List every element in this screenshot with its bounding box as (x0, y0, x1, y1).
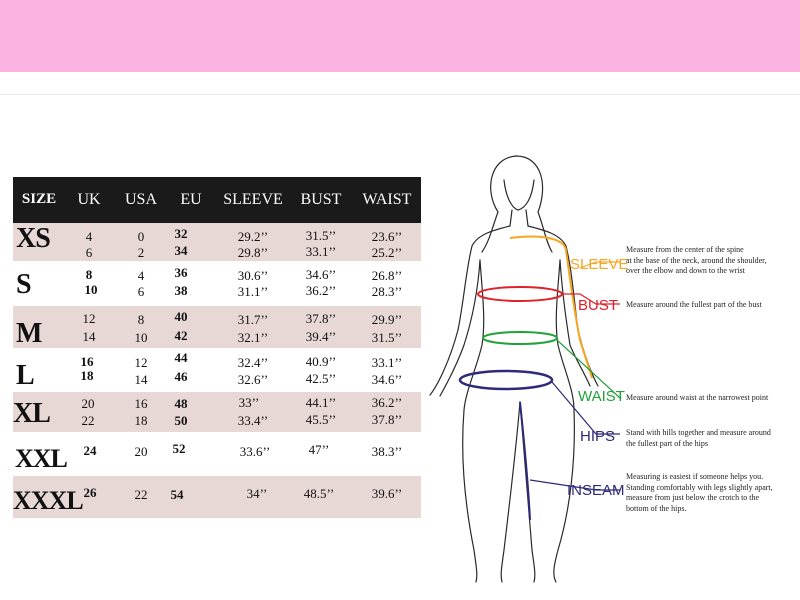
header-size: SIZE (21, 191, 57, 207)
header-eu: EU (180, 191, 202, 208)
cell-sleeve: 33’’ (238, 395, 260, 410)
cell-waist: 26.8’’ (371, 268, 403, 283)
cell-waist: 25.2’’ (371, 245, 403, 260)
description-line: at the base of the neck, around the shoulder, (626, 255, 767, 265)
cell-bust: 33.1’’ (305, 244, 337, 259)
sleeve-description (626, 245, 796, 277)
cell-eu: 32 (174, 226, 188, 241)
cell-eu: 44 (174, 350, 188, 365)
cell-waist: 31.5’’ (371, 330, 403, 345)
cell-usa: 18 (134, 413, 148, 428)
table-row (13, 392, 421, 432)
cell-usa: 4 (137, 268, 145, 283)
cell-uk: 16 (80, 354, 94, 369)
table-row (13, 263, 421, 303)
cell-uk: 8 (85, 267, 93, 282)
table-header (13, 177, 421, 223)
cell-uk: 14 (82, 329, 96, 344)
hips-label: HIPS (580, 428, 616, 445)
description-line: Measuring is easiest if someone helps you. (626, 472, 764, 481)
cell-uk: 22 (81, 413, 95, 428)
cell-sleeve: 29.8’’ (237, 245, 269, 260)
cell-bust: 42.5’’ (305, 371, 337, 386)
header-usa: USA (124, 191, 157, 208)
bust-description (626, 300, 796, 311)
cell-sleeve: 32.4’’ (237, 355, 269, 370)
cell-bust: 47’’ (308, 442, 330, 457)
cell-eu: 42 (174, 328, 188, 343)
cell-eu: 54 (170, 487, 184, 502)
cell-usa: 12 (134, 355, 148, 370)
size-label: XL (13, 398, 50, 429)
inseam-measure-line (520, 402, 530, 520)
cell-uk: 18 (80, 368, 94, 383)
table-row (13, 476, 421, 518)
cell-bust: 39.4’’ (305, 329, 337, 344)
cell-sleeve: 31.7’’ (237, 312, 269, 327)
cell-usa: 14 (134, 372, 148, 387)
waist-label: WAIST (578, 388, 625, 405)
size-label: M (16, 318, 42, 349)
description-line: Measure around the fullest part of the bust (626, 300, 762, 309)
size-label: S (16, 269, 31, 300)
cell-eu: 40 (174, 309, 188, 324)
cell-uk: 6 (85, 245, 93, 260)
cell-uk: 24 (83, 443, 97, 458)
waist-description (626, 393, 796, 404)
bust-label: BUST (578, 297, 619, 314)
cell-eu: 36 (174, 265, 188, 280)
cell-bust: 34.6’’ (305, 267, 337, 282)
cell-waist: 37.8’’ (371, 412, 403, 427)
cell-bust: 45.5’’ (305, 412, 337, 427)
size-label: XXL (15, 444, 67, 473)
divider (0, 94, 800, 95)
table-row (13, 223, 421, 261)
top-banner (0, 0, 800, 72)
cell-waist: 23.6’’ (371, 229, 403, 244)
cell-usa: 2 (137, 245, 145, 260)
cell-usa: 22 (134, 487, 148, 502)
table-row (13, 350, 421, 390)
size-label: XXXL (13, 486, 83, 515)
cell-eu: 34 (174, 243, 188, 258)
cell-sleeve: 33.6’’ (239, 444, 271, 459)
cell-usa: 0 (137, 229, 145, 244)
cell-eu: 52 (172, 441, 186, 456)
header-sleeve: SLEEVE (223, 191, 283, 208)
cell-bust: 44.1’’ (305, 395, 337, 410)
size-label: L (16, 360, 34, 391)
cell-uk: 12 (82, 311, 96, 326)
bust-measure-line (478, 287, 562, 301)
header-bust: BUST (300, 191, 342, 208)
hips-measure-line (460, 371, 552, 389)
cell-bust: 31.5’’ (305, 228, 337, 243)
cell-uk: 20 (81, 396, 95, 411)
waist-measure-line (483, 332, 557, 344)
description-line: over the elbow and down to the wrist (626, 266, 745, 275)
cell-sleeve: 32.6’’ (237, 372, 269, 387)
description-line: Stand with hills together and measure around (626, 428, 771, 437)
cell-sleeve: 34’’ (246, 486, 268, 501)
description-line: Measure around waist at the narrowest point (626, 393, 769, 402)
cell-usa: 16 (134, 396, 148, 411)
cell-usa: 8 (137, 312, 145, 327)
body-figure (420, 150, 620, 590)
description-line: Standing comfortably with legs slightly apart, (626, 482, 773, 492)
cell-usa: 10 (134, 330, 148, 345)
cell-bust: 36.2’’ (305, 283, 337, 298)
cell-uk: 4 (85, 229, 93, 244)
cell-waist: 34.6’’ (371, 372, 403, 387)
table-row (13, 306, 421, 348)
cell-eu: 48 (174, 396, 188, 411)
cell-bust: 40.9’’ (305, 354, 337, 369)
size-label: XS (16, 223, 50, 254)
sleeve-label: SLEEVE (570, 256, 629, 273)
cell-sleeve: 32.1’’ (237, 330, 269, 345)
cell-waist: 39.6’’ (371, 486, 403, 501)
description-line: measure from just below the crotch to the (626, 493, 760, 502)
inseam-description (626, 472, 796, 514)
inseam-label: INSEAM (567, 482, 625, 499)
cell-uk: 10 (84, 282, 98, 297)
description-line: Measure from the center of the spine (626, 245, 744, 254)
description-line: bottom of the hips. (626, 503, 687, 513)
cell-usa: 20 (134, 444, 148, 459)
cell-eu: 38 (174, 283, 188, 298)
cell-waist: 36.2’’ (371, 395, 403, 410)
cell-eu: 50 (174, 413, 188, 428)
cell-sleeve: 31.1’’ (237, 284, 269, 299)
description-line: the fullest part of the hips (626, 438, 708, 448)
cell-usa: 6 (137, 284, 145, 299)
cell-waist: 29.9’’ (371, 312, 403, 327)
cell-sleeve: 30.6’’ (237, 268, 269, 283)
cell-waist: 28.3’’ (371, 284, 403, 299)
cell-bust: 37.8’’ (305, 311, 337, 326)
cell-sleeve: 33.4’’ (237, 413, 269, 428)
cell-waist: 38.3’’ (371, 444, 403, 459)
cell-sleeve: 29.2’’ (237, 229, 269, 244)
table-row (13, 434, 421, 474)
header-uk: UK (77, 191, 101, 208)
cell-waist: 33.1’’ (371, 355, 403, 370)
cell-bust: 48.5’’ (303, 486, 335, 501)
header-waist: WAIST (362, 191, 412, 208)
cell-uk: 26 (83, 485, 97, 500)
cell-eu: 46 (174, 369, 188, 384)
hips-description (626, 428, 796, 449)
